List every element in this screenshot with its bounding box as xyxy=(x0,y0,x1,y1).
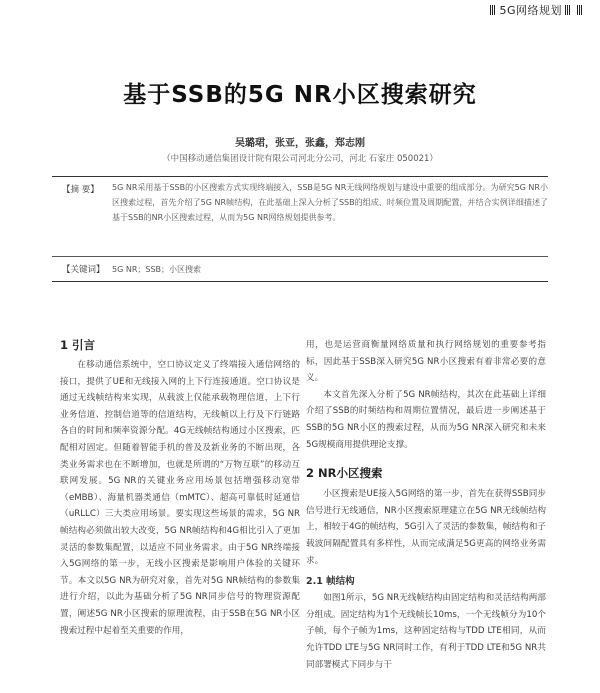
intro-paragraph: 本文首先深入分析了5G NR帧结构，其次在此基础上详细介绍了SSB的时频结构和周期位置情况，最后进一步阐述基于SSB的5G NR小区的搜索过程，从而为5G NR深入研究和未来5G规模商用提供理论支撑。 xyxy=(306,389,546,450)
section-heading-nr-cell-search: 2 NR小区搜索 xyxy=(306,466,383,481)
intro-continued-paragraph: 用，也是运营商衡量网络质量和执行网络规划的重要参考指标，因此基于SSB深入研究5G NR小区搜索有着非常必要的意义。 xyxy=(306,340,546,384)
keywords-label: 【关键词】 xyxy=(62,265,105,275)
cell-search-paragraph: 小区搜索是UE接入5G网络的第一步，首先在获得SSB同步信号进行无线通信，NR小区搜索原理建立在5G NR无线帧结构上，相较于4G的帧结构，5G引入了灵活的参数集，帧结构和子载波间隔配置具有多样性，从而完成满足5G更高的网络业务需求。 xyxy=(306,489,546,566)
abstract-text: 5G NR采用基于SSB的小区搜索方式实现终端接入，SSB是5G NR无线网络规划与建设中重要的组成部分。为研究5G NR小区搜索过程，首先介绍了5G NR帧结构，在此基础上深入分析了SSB的组成、时频位置及周期配置，并结合实例详细描述了基于SSB的NR小区搜索过程，从而为5G NR网络规划提供参考。 xyxy=(112,183,548,222)
barcode-icon xyxy=(490,5,496,15)
right-column xyxy=(306,337,546,673)
top-divider xyxy=(52,176,548,177)
barcode-icon xyxy=(565,5,571,15)
journal-column-tag xyxy=(487,2,586,18)
bottom-divider xyxy=(52,281,548,282)
abstract-divider xyxy=(52,256,548,257)
keywords-text: 5G NR；SSB；小区搜索 xyxy=(112,265,202,274)
section-heading-introduction: 1 引言 xyxy=(60,338,96,352)
barcode-icon xyxy=(577,5,583,15)
frame-structure-paragraph: 如图1所示，5G NR无线帧结构由固定结构和灵活结构两部分组成。固定结构为1个无线帧长10ms，一个无线帧分为10个子帧，每个子帧为1ms，这种固定结构与TDD LTE相同，从而允许TDD LTE与5G NR同时工作，有利于TDD LTE和5G NR共同部署模式下同步与干 xyxy=(306,593,546,670)
paper-title: 基于SSB的5G NR小区搜索研究 xyxy=(123,82,477,108)
column-name: 5G网络规划 xyxy=(499,4,562,17)
affiliation: （中国移动通信集团设计院有限公司河北分公司，河北 石家庄 050021） xyxy=(162,154,438,164)
subsection-heading-frame-structure: 2.1 帧结构 xyxy=(306,576,355,588)
left-column xyxy=(60,337,300,639)
author-list: 吴璐珺，张亚，张鑫，郑志刚 xyxy=(235,138,365,149)
intro-paragraph: 在移动通信系统中，空口协议定义了终端接入通信网络的接口，提供了UE和无线接入网的上下行连接通道。空口协议是通过无线帧结构来实现，从载波上仅能承载物理信道，上下行业务信道、控制信道等的信道结构，无线帧以上行及下行链路各自的时间和频率资源分配。4G无线帧结构通过小区搜索，匹配相对固定。但随着智能手机的普及及新业务的不断出现，各类业务需求也在不断增加，也就是所谓的“万物互联”的移动互联网发展。5G NR的关键业务应用场景包括增强移动宽带（eMBB）、海量机器类通信（mMTC）、超高可靠低时延通信（uRLLC）三大类应用场景。要实现这些场景的需求，5G NR帧结构必须做出较大改变，5G NR帧结构和4G相比引入了更加灵活的参数集配置，以适应不同业务需求。由于5G NR终端接入5G网络的第一步，无线小区搜索是影响用户体验的关键环节。本文以5G NR为研究对象，首先对5G NR帧结构的参数集进行介绍，以此为基础分析了5G NR同步信号的物理资源配置，阐述5G NR小区搜索的原理流程，由于SSB在5G NR小区搜索过程中起着至关重要的作用， xyxy=(60,360,300,636)
abstract-label: 【摘 要】 xyxy=(62,185,99,195)
